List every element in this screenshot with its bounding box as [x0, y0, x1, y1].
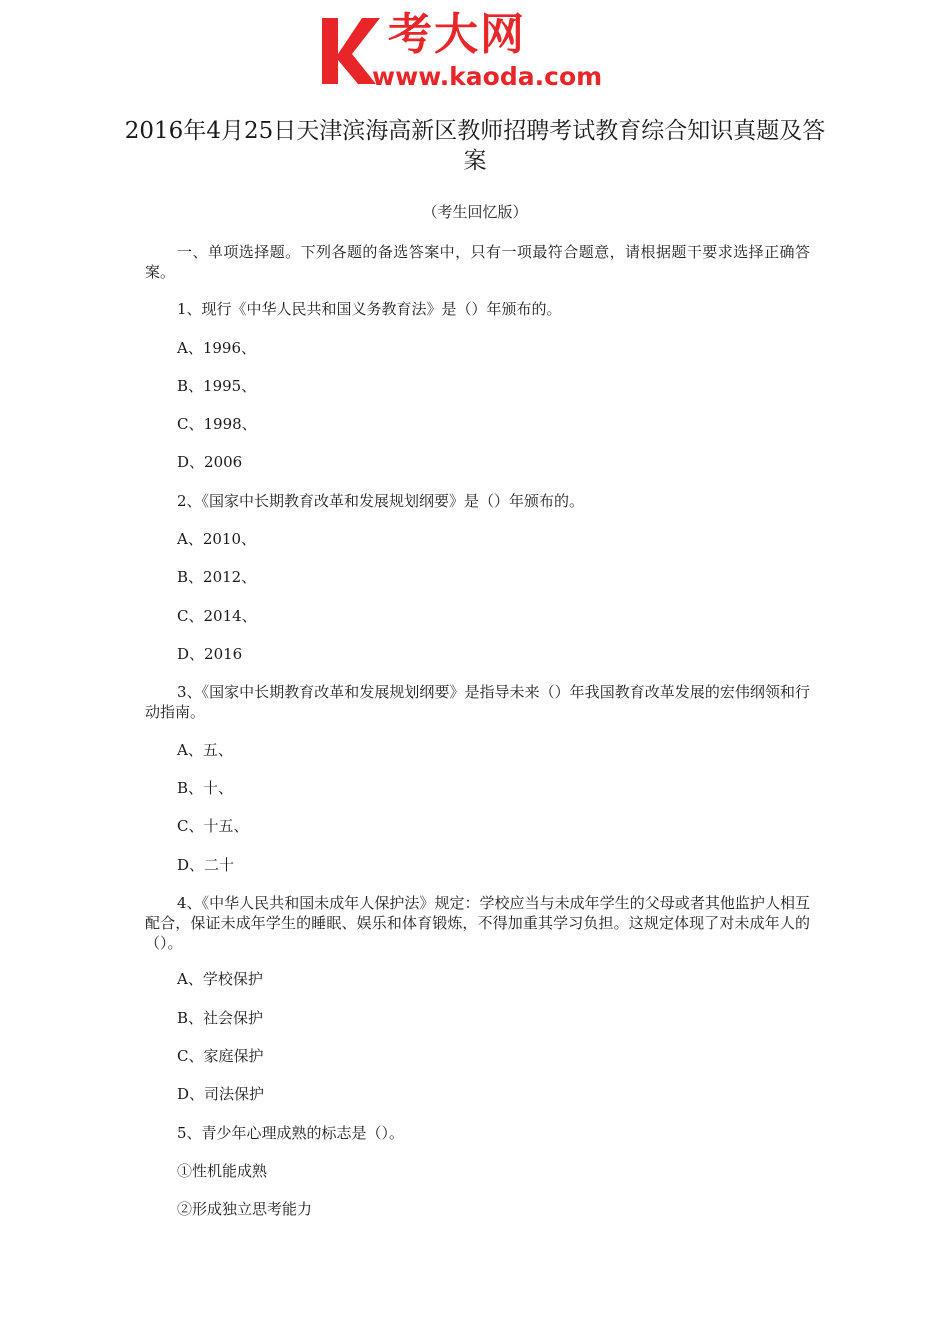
option-c: C、十五、 — [177, 817, 249, 835]
question-stem: 1、现行《中华人民共和国义务教育法》是（）年颁布的。 — [177, 300, 562, 318]
question-stem: 2、《国家中长期教育改革和发展规划纲要》是（）年颁布的。 — [177, 492, 585, 510]
option-a: A、五、 — [177, 741, 233, 759]
option-c: C、2014、 — [177, 607, 257, 625]
option-d: D、2016 — [177, 645, 243, 663]
question-stem: 4、《中华人民共和国未成年人保护法》规定：学校应当与未成年学生的父母或者其他监护人相互配合，保证未成年学生的睡眠、娱乐和体育锻炼，不得加重其学习负担。这规定体现了对未成年人的（）。 — [145, 894, 810, 952]
option-c: C、1998、 — [177, 415, 257, 433]
option-c: C、家庭保护 — [177, 1047, 264, 1065]
question-stem: 3、《国家中长期教育改革和发展规划纲要》是指导未来（）年我国教育改革发展的宏伟纲领和行动指南。 — [145, 683, 810, 721]
logo-brand-text: 考大网 — [388, 9, 526, 60]
section-heading: 一、单项选择题。下列各题的备选答案中，只有一项最符合题意，请根据题干要求选择正确答案。 — [145, 243, 810, 281]
kaoda-logo — [318, 10, 640, 92]
option-b: B、2012、 — [177, 568, 257, 586]
page-title: 2016年4月25日天津滨海高新区教师招聘考试教育综合知识真题及答案 — [124, 118, 826, 174]
option-d: D、司法保护 — [177, 1085, 265, 1103]
option-b: B、1995、 — [177, 377, 257, 395]
option-d: D、二十 — [177, 856, 235, 874]
question-stem: 5、青少年心理成熟的标志是（）。 — [177, 1124, 405, 1142]
option-a: A、2010、 — [177, 530, 257, 548]
option-a: A、学校保护 — [177, 970, 263, 988]
option-b: B、十、 — [177, 779, 234, 797]
logo-url-text: www.kaoda.com — [372, 62, 603, 91]
page-subtitle: （考生回忆版） — [422, 203, 528, 221]
option-b: B、社会保护 — [177, 1009, 264, 1027]
option-d: D、2006 — [177, 453, 243, 471]
option-a: A、1996、 — [177, 339, 257, 357]
option-item: ①性机能成熟 — [177, 1162, 268, 1180]
option-item: ②形成独立思考能力 — [177, 1200, 313, 1218]
